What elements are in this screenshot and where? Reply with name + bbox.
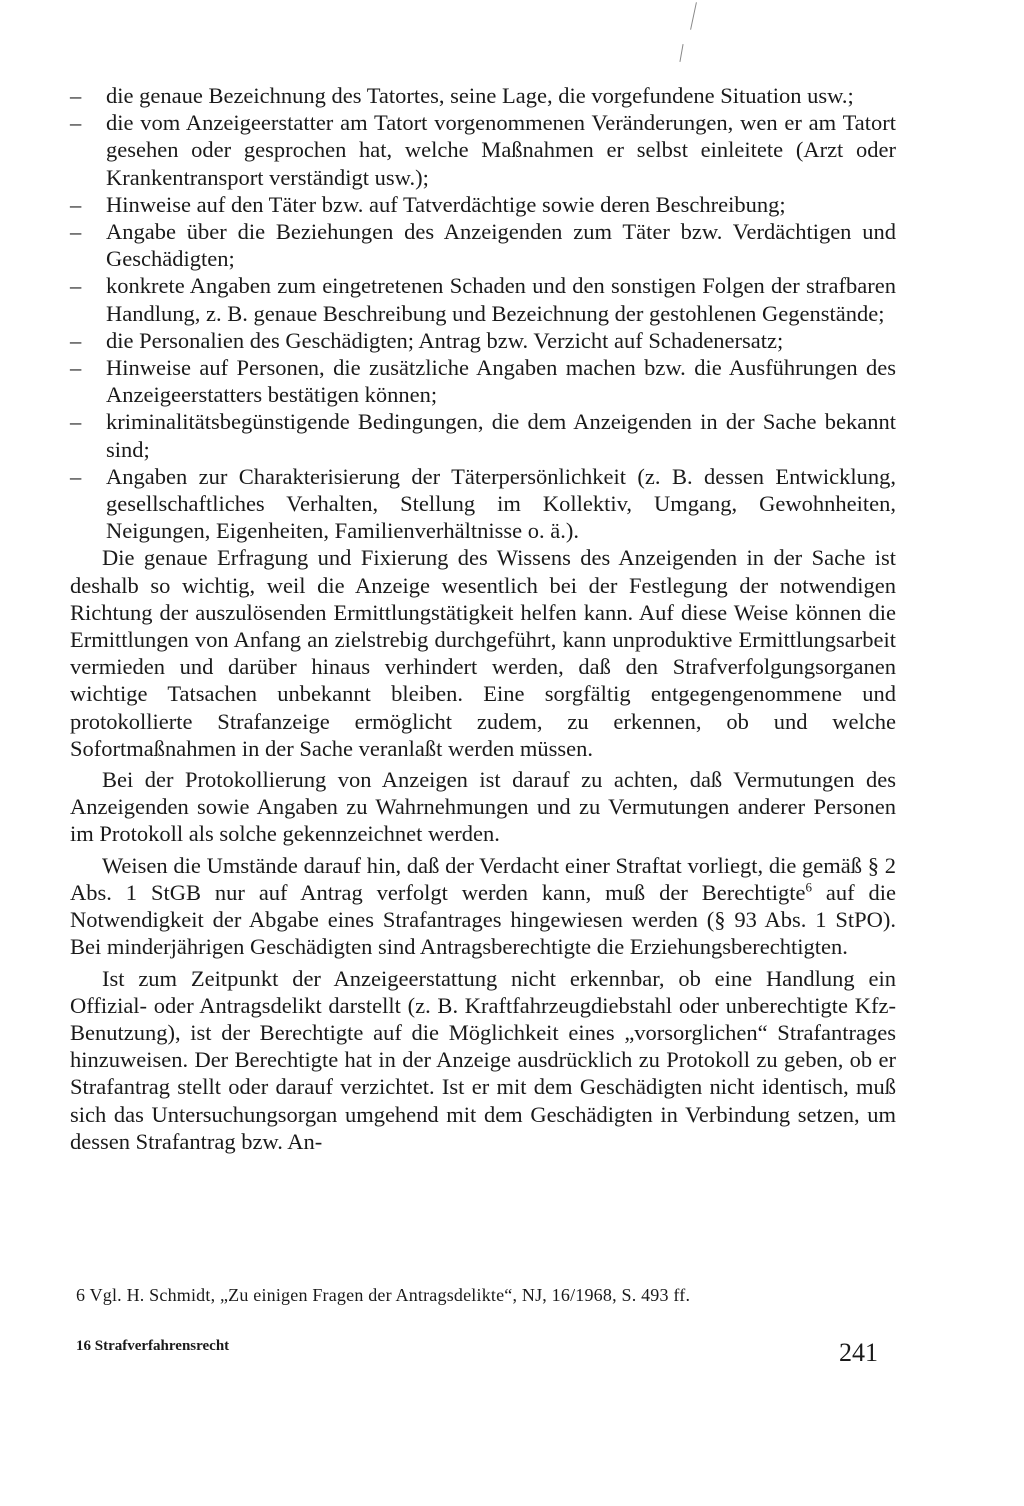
list-item-text: die genaue Bezeichnung des Tatortes, seine Lage, die vorgefundene Situation usw.; [106,83,854,108]
body-paragraph: Bei der Protokollierung von Anzeigen ist darauf zu achten, daß Vermutungen des Anzeigenden sowie Angaben zu Wahrnehmungen und zu Vermutungen anderer Personen im Protokoll als solche gekennzeichnet werden. [70,767,896,847]
footnote-reference: 6 [805,879,812,895]
list-item [70,272,896,326]
list-item [70,218,896,272]
list-item [70,463,896,545]
list-item [70,82,896,109]
bullet-dash: – [70,83,82,108]
bullet-dash: – [70,273,82,299]
scan-artifact-line [690,2,697,30]
list-item-text: die Personalien des Geschädigten; Antrag bzw. Verzicht auf Schadenersatz; [106,327,784,353]
paragraph-text: auf die Notwendigkeit der Abgabe eines Strafantrages hingewiesen werden (§ 93 Abs. 1 StPO). Bei minderjährigen Geschädigten sind Antragsberechtigte die Erziehungsberechtigten. [70,879,897,960]
list-item-text: die vom Anzeigeerstatter am Tatort vorgenommenen Veränderungen, wen er am Tatort gesehen oder gesprochen hat, welche Maßnahmen er selbst einleitete (Arzt oder Krankentransport verständigt usw.); [106,110,896,190]
list-item-text: kriminalitätsbegünstigende Bedingungen, die dem Anzeigenden in der Sache bekannt sind; [106,409,896,462]
body-paragraph: Ist zum Zeitpunkt der Anzeigeerstattung nicht erkennbar, ob eine Handlung ein Offizial- oder Antragsdelikt darstellt (z. B. Kraftfahrzeugdiebstahl oder unberechtigte Kfz-Benutzung), ist der Berechtigte auf die Möglichkeit eines „vorsorglichen“ Strafantrages hinzuweisen. Der Berechtigte hat in der Anzeige ausdrücklich zu Protokoll zu geben, ob er Strafantrag stellt oder darauf verzichtet. Ist er mit dem Geschädigten nicht identisch, muß sich das Untersuchungsorgan umgehend mit dem Geschädigten in Verbindung setzen, um dessen Strafantrag bzw. An- [70,965,896,1154]
footnote: 6 Vgl. H. Schmidt, „Zu einigen Fragen der Antragsdelikte“, NJ, 16/1968, S. 493 ff. [76,1285,691,1305]
list-item-text: Hinweise auf den Täter bzw. auf Tatverdächtige sowie deren Beschreibung; [106,191,786,217]
list-item [70,327,896,354]
list-item [70,191,896,218]
list-item-text: Angaben zur Charakterisierung der Täterpersönlichkeit (z. B. dessen Entwicklung, gesellschaftliches Verhalten, Stellung im Kollektiv, Umgang, Gewohnheiten, Neigungen, Eigenheiten, Familienverhältnisse o. ä.). [106,463,896,544]
list-item [70,408,896,462]
bullet-dash: – [70,191,82,217]
page-number: 241 [839,1338,878,1367]
bullet-dash: – [70,219,82,245]
body-paragraph [70,852,896,961]
scan-artifact-line [679,44,683,62]
list-item-text: Angabe über die Beziehungen des Anzeigenden zum Täter bzw. Verdächtigen und Geschädigten; [106,219,896,272]
list-item-text: konkrete Angaben zum eingetretenen Schaden und den sonstigen Folgen der strafbaren Handlung, z. B. genaue Beschreibung und Bezeichnung der gestohlenen Gegenstände; [106,273,896,326]
body-paragraph: Die genaue Erfragung und Fixierung des Wissens des Anzeigenden in der Sache ist deshalb so wichtig, weil die Anzeige wesentlich bei der Festlegung der notwendigen Richtung der auszulösenden Ermittlungstätigkeit helfen kann. Auf diese Weise können die Ermittlungen von Anfang an zielstrebig durchgeführt, kann unproduktive Ermittlungsarbeit vermieden und darüber hinaus verhindert werden, daß den Strafverfolgungsorganen wichtige Tatsachen unbekannt bleiben. Eine sorgfältig entgegengenommene und protokollierte Strafanzeige ermöglicht zudem, zu erkennen, ob und welche Sofortmaßnahmen in der Sache veranlaßt werden müssen. [70,545,896,761]
page-body [70,82,896,1155]
sheet-signature: 16 Strafverfahrensrecht [76,1338,230,1354]
paragraph-text: Weisen die Umstände darauf hin, daß der Verdacht einer Straftat vorliegt, die gemäß § 2 Abs. 1 StGB nur auf Antrag verfolgt werden kann, muß der Berechtigte [70,852,896,905]
bullet-list [70,82,896,544]
bullet-dash: – [70,463,82,489]
bullet-dash: – [70,409,82,435]
list-item [70,354,896,408]
bullet-dash: – [70,327,82,353]
bullet-dash: – [70,355,82,381]
list-item [70,109,896,191]
bullet-dash: – [70,110,82,136]
list-item-text: Hinweise auf Personen, die zusätzliche Angaben machen bzw. die Ausführungen des Anzeigeerstatters bestätigen können; [106,355,896,408]
